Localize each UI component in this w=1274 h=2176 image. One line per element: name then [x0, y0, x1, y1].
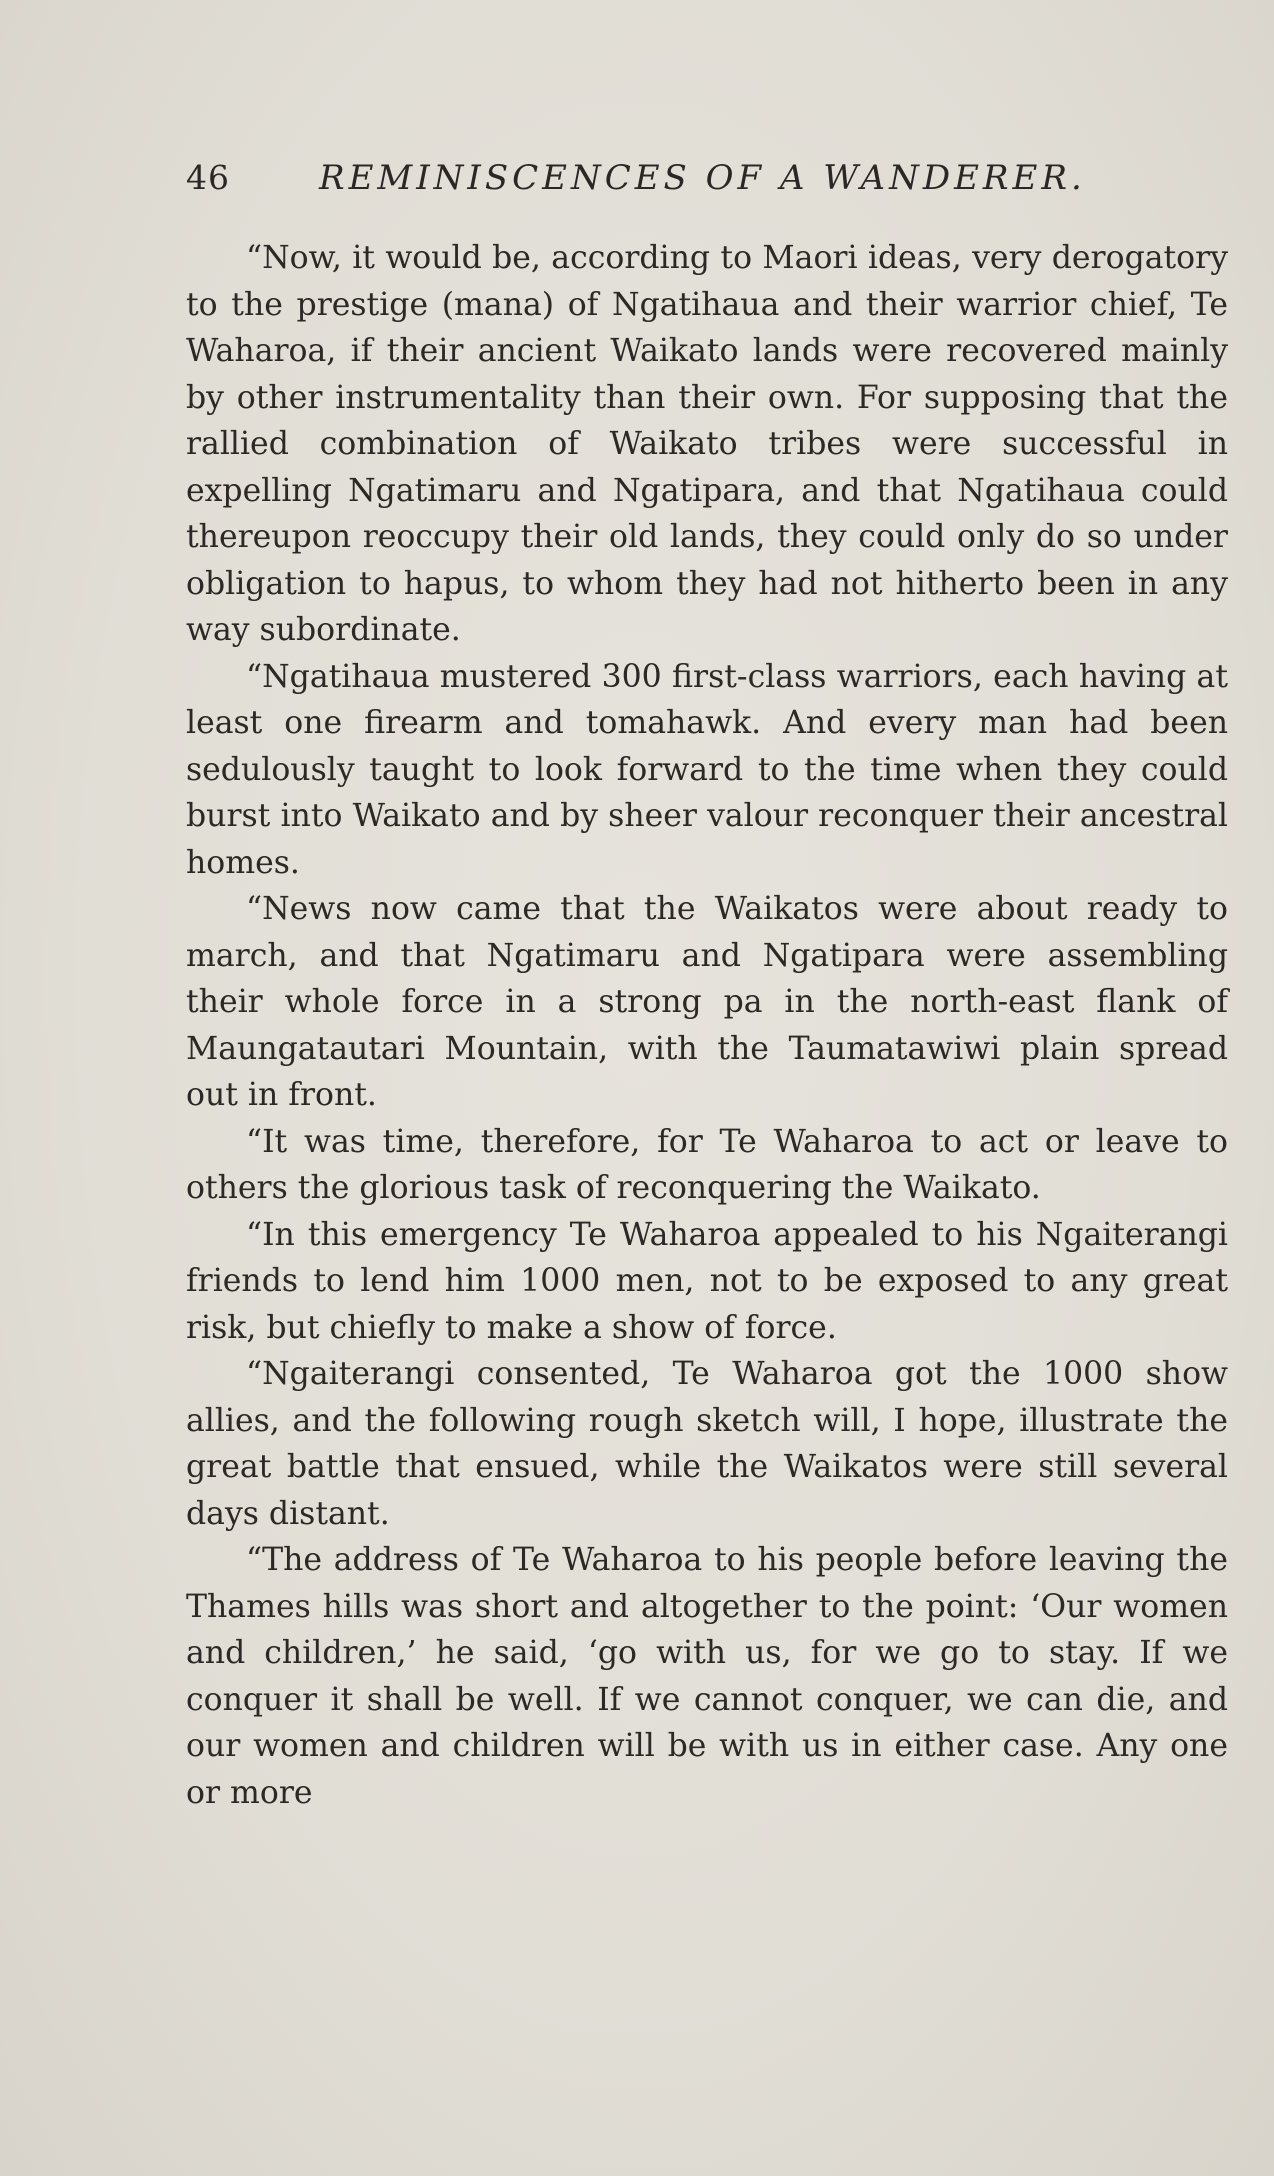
paragraph: “Ngaiterangi consented, Te Waharoa got the 1000 show allies, and the following rough sketch will, I hope, illustrate the great battle that ensued, while the Waikatos were still several days distant.: [186, 1356, 1228, 1532]
paragraph: “Now, it would be, according to Maori ideas, very derogatory to the prestige (mana) of Ngatihaua and their warrior chief, Te Waharoa, if their ancient Waikato lands were recovered mainly by other instrumentality than their own. For supposing that the rallied combination of Waikato tribes were successful in expelling Ngatimaru and Ngatipara, and that Ngatihaua could thereupon reoccupy their old lands, they could only do so under obligation to hapus, to whom they had not hitherto been in any way subordinate.: [186, 240, 1228, 648]
paragraph: “The address of Te Waharoa to his people before leaving the Thames hills was short and altogether to the point: ‘Our women and children,’ he said, ‘go with us, for we go to stay. If we conquer it shall be well. If we cannot conquer, we can die, and our women and children will be with us in either case. Any one or more: [186, 1542, 1228, 1811]
page-header: [186, 150, 1228, 210]
paragraph: “News now came that the Waikatos were about ready to march, and that Ngatimaru and Ngatipara were assembling their whole force in a strong pa in the north-east flank of Maungatautari Mountain, with the Taumatawiwi plain spread out in front.: [186, 891, 1228, 1113]
paragraph: “In this emergency Te Waharoa appealed to his Ngaiterangi friends to lend him 1000 men, not to be exposed to any great risk, but chiefly to make a show of force.: [186, 1216, 1228, 1346]
running-title: REMINISCENCES OF A WANDERER.: [319, 158, 1086, 198]
paragraph: “It was time, therefore, for Te Waharoa to act or leave to others the glorious task of reconquering the Waikato.: [186, 1123, 1228, 1206]
page-number: 46: [186, 158, 230, 197]
body-text: [186, 235, 1228, 1816]
paragraph: “Ngatihaua mustered 300 first-class warriors, each having at least one firearm and tomahawk. And every man had been sedulously taught to look forward to the time when they could burst into Waikato and by sheer valour reconquer their ancestral homes.: [186, 658, 1228, 881]
